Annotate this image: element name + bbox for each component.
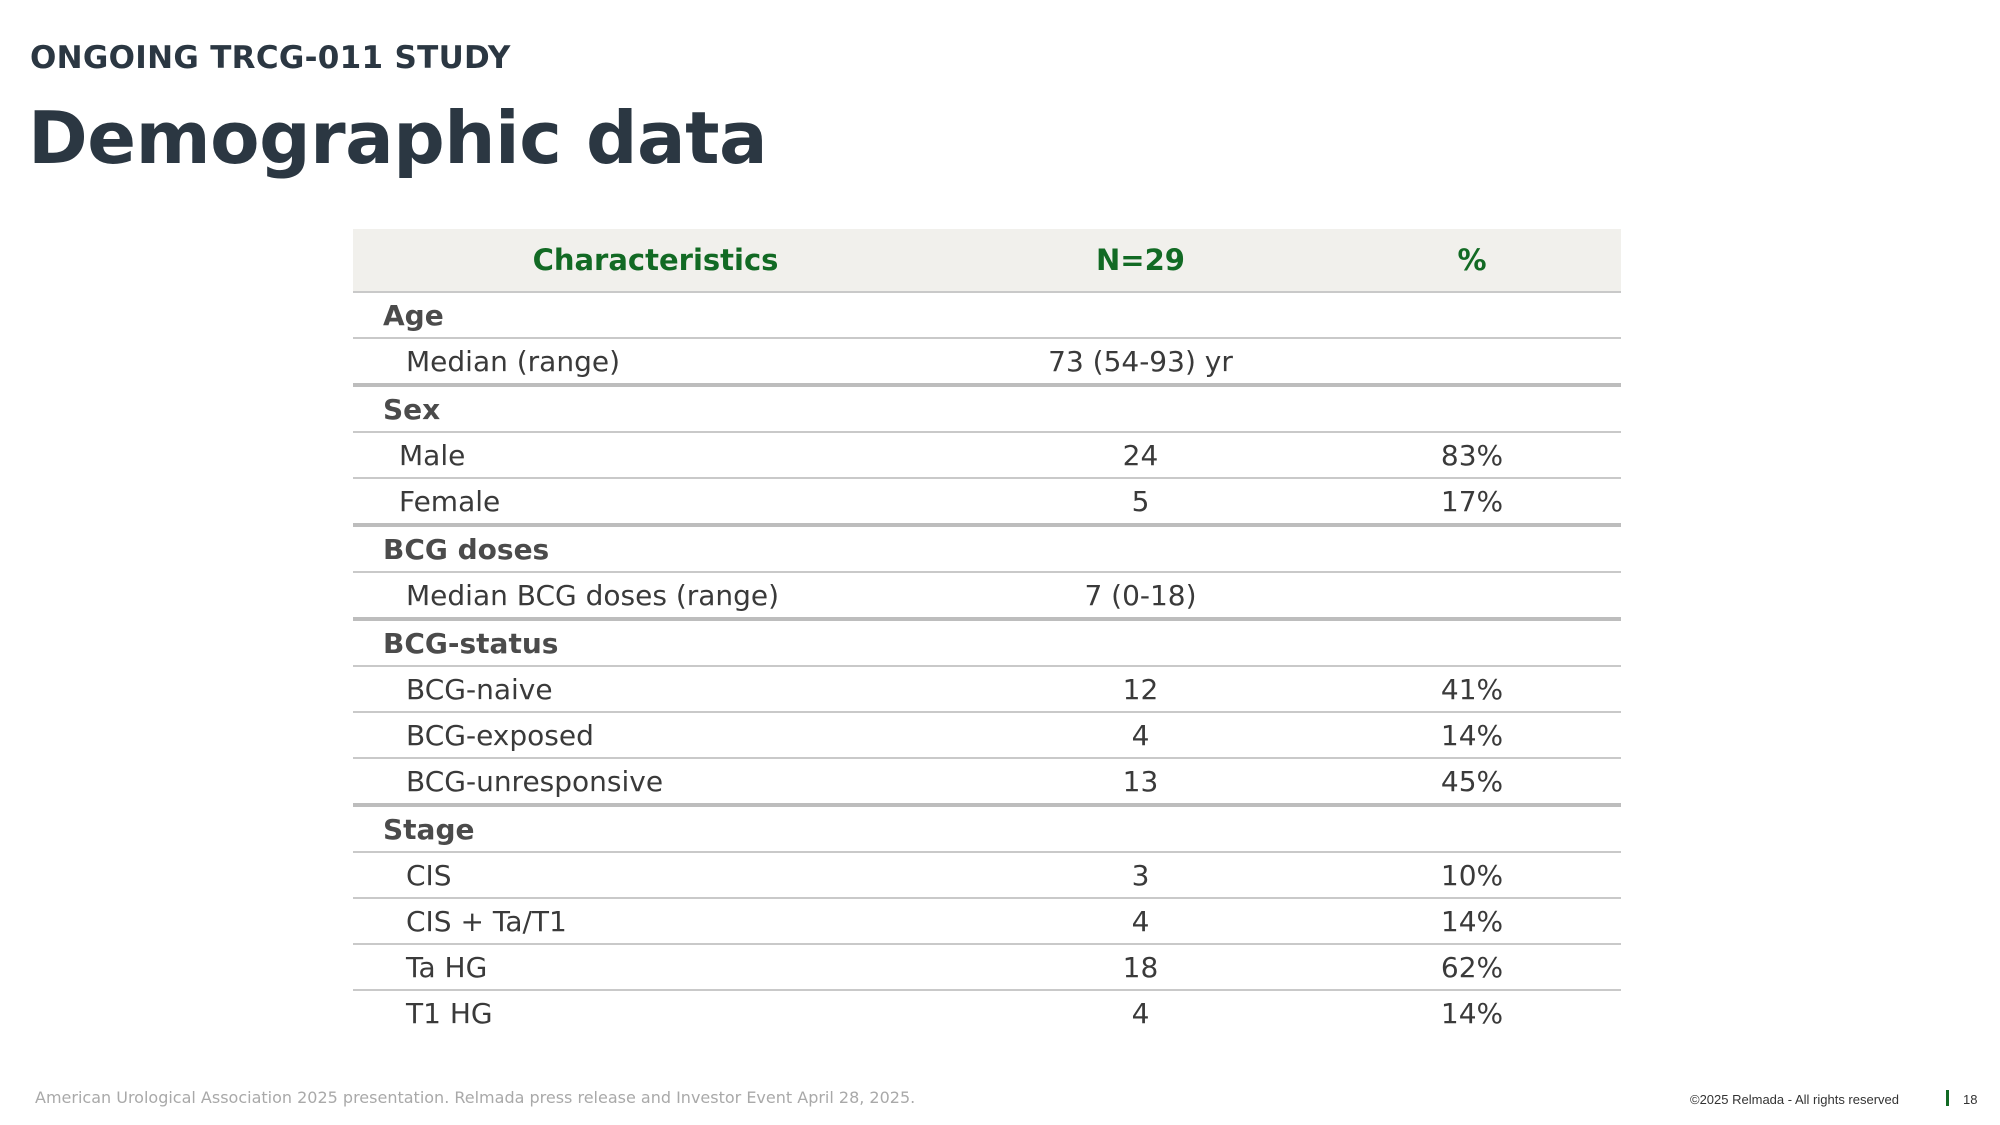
table-row [353, 572, 1621, 619]
row-label: Median (range) [353, 338, 958, 385]
row-n: 4 [958, 712, 1323, 758]
slide-title: Demographic data [28, 96, 768, 180]
row-label: Female [353, 478, 958, 525]
section-row-sex [353, 385, 1621, 432]
section-row-bcg-status [353, 619, 1621, 666]
table-row [353, 432, 1621, 478]
footer-divider [1946, 1090, 1949, 1106]
section-label: Sex [353, 385, 958, 432]
section-row-bcg-doses [353, 525, 1621, 572]
row-percent: 45% [1323, 758, 1621, 805]
section-label: BCG-status [353, 619, 958, 666]
section-row-stage [353, 805, 1621, 852]
empty-cell [958, 292, 1323, 338]
row-label: BCG-exposed [353, 712, 958, 758]
slide-eyebrow: ONGOING TRCG-011 STUDY [30, 40, 511, 76]
table-row [353, 898, 1621, 944]
table-row [353, 852, 1621, 898]
page-number: 18 [1963, 1092, 1978, 1107]
header-characteristics: Characteristics [353, 229, 958, 292]
row-n: 12 [958, 666, 1323, 712]
header-n: N=29 [958, 229, 1323, 292]
copyright-notice: ©2025 Relmada - All rights reserved [1690, 1092, 1900, 1107]
section-label: BCG doses [353, 525, 958, 572]
row-percent: 41% [1323, 666, 1621, 712]
row-percent: 62% [1323, 944, 1621, 990]
row-n: 18 [958, 944, 1323, 990]
demographics-table [353, 229, 1621, 1035]
table-row [353, 338, 1621, 385]
row-percent: 14% [1323, 712, 1621, 758]
section-row-age [353, 292, 1621, 338]
empty-cell [958, 619, 1323, 666]
row-percent [1323, 338, 1621, 385]
table-header-row [353, 229, 1621, 292]
source-footnote: American Urological Association 2025 presentation. Relmada press release and Investor Event April 28, 2025. [35, 1088, 916, 1107]
row-n: 4 [1131, 996, 1150, 1030]
row-percent: 83% [1323, 432, 1621, 478]
table-row [353, 712, 1621, 758]
row-n: 73 (54-93) yr [958, 338, 1323, 385]
row-label: CIS + Ta/T1 [353, 898, 958, 944]
empty-cell [958, 385, 1323, 432]
table-row [353, 666, 1621, 712]
row-percent: 14% [1323, 898, 1621, 944]
row-n: 5 [958, 478, 1323, 525]
header-percent: % [1323, 229, 1621, 292]
row-label: T1 HG [406, 996, 493, 1030]
row-percent: 10% [1323, 852, 1621, 898]
empty-cell [1323, 385, 1621, 432]
row-n: 24 [958, 432, 1323, 478]
row-n: 3 [958, 852, 1323, 898]
row-label: BCG-unresponsive [353, 758, 958, 805]
table-row [353, 990, 1621, 1035]
row-label: Ta HG [353, 944, 958, 990]
row-percent: 14% [1440, 996, 1504, 1030]
empty-cell [958, 525, 1323, 572]
table-row [353, 478, 1621, 525]
row-percent: 17% [1323, 478, 1621, 525]
row-n: 4 [958, 898, 1323, 944]
section-label: Stage [353, 805, 958, 852]
empty-cell [1323, 292, 1621, 338]
row-label: Median BCG doses (range) [353, 572, 958, 619]
table-row [353, 944, 1621, 990]
row-percent [1323, 572, 1621, 619]
empty-cell [958, 805, 1323, 852]
section-label: Age [353, 292, 958, 338]
empty-cell [1323, 805, 1621, 852]
table-row [353, 758, 1621, 805]
row-label: Male [353, 432, 958, 478]
row-n: 7 (0-18) [958, 572, 1323, 619]
row-label: BCG-naive [353, 666, 958, 712]
empty-cell [1323, 619, 1621, 666]
row-n: 13 [958, 758, 1323, 805]
empty-cell [1323, 525, 1621, 572]
row-label: CIS [353, 852, 958, 898]
